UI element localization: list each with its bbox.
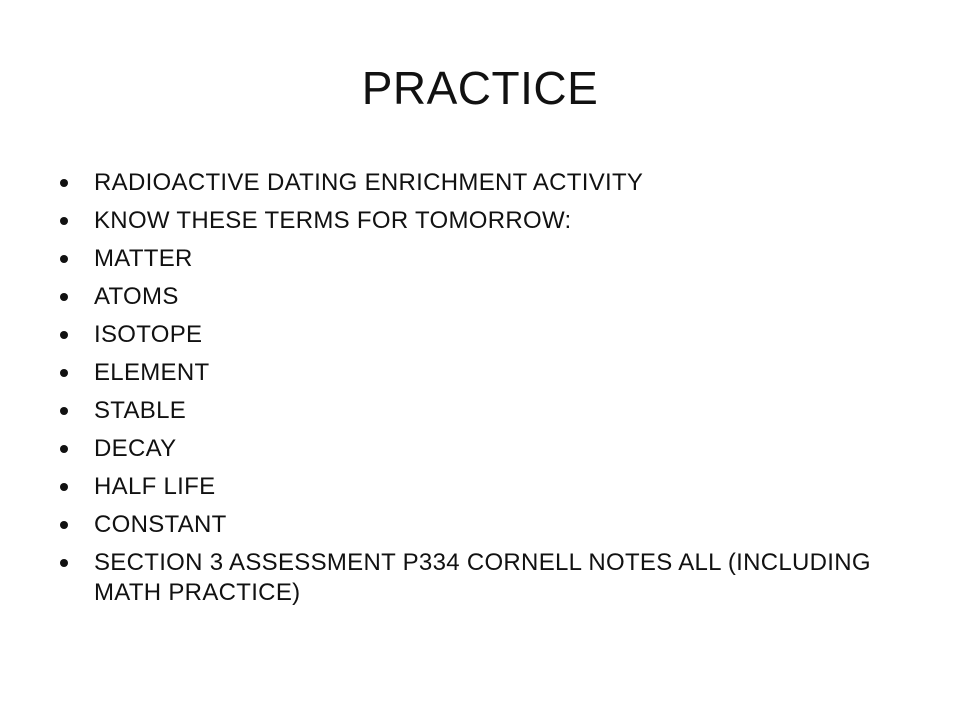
bullet-dot-icon <box>60 331 68 339</box>
bullet-item <box>56 358 916 388</box>
bullet-item <box>56 168 916 198</box>
bullet-dot-icon <box>60 217 68 225</box>
slide-title: PRACTICE <box>361 62 599 114</box>
bullet-item <box>56 396 916 426</box>
bullet-text: ELEMENT <box>94 359 210 386</box>
bullet-item <box>56 320 916 350</box>
bullet-text: ISOTOPE <box>94 321 203 348</box>
bullet-text: STABLE <box>94 397 187 424</box>
bullet-dot-icon <box>60 521 68 529</box>
bullet-dot-icon <box>60 293 68 301</box>
bullet-item <box>56 244 916 274</box>
bullet-dot-icon <box>60 407 68 415</box>
bullet-list <box>56 168 916 616</box>
bullet-dot-icon <box>60 369 68 377</box>
bullet-item <box>56 282 916 312</box>
bullet-text: ATOMS <box>94 283 179 310</box>
bullet-dot-icon <box>60 179 68 187</box>
bullet-text: CONSTANT <box>94 511 227 538</box>
bullet-text: SECTION 3 ASSESSMENT P334 CORNELL NOTES ALL (INCLUDING MATH PRACTICE) <box>94 549 871 606</box>
bullet-dot-icon <box>60 445 68 453</box>
bullet-item <box>56 548 916 608</box>
bullet-text: DECAY <box>94 435 177 462</box>
bullet-dot-icon <box>60 559 68 567</box>
bullet-item <box>56 472 916 502</box>
bullet-dot-icon <box>60 255 68 263</box>
bullet-text: RADIOACTIVE DATING ENRICHMENT ACTIVITY <box>94 169 644 196</box>
bullet-text: HALF LIFE <box>94 473 216 500</box>
bullet-dot-icon <box>60 483 68 491</box>
bullet-text: MATTER <box>94 245 193 272</box>
bullet-item <box>56 510 916 540</box>
bullet-text: KNOW THESE TERMS FOR TOMORROW: <box>94 207 572 234</box>
bullet-item <box>56 434 916 464</box>
bullet-item <box>56 206 916 236</box>
